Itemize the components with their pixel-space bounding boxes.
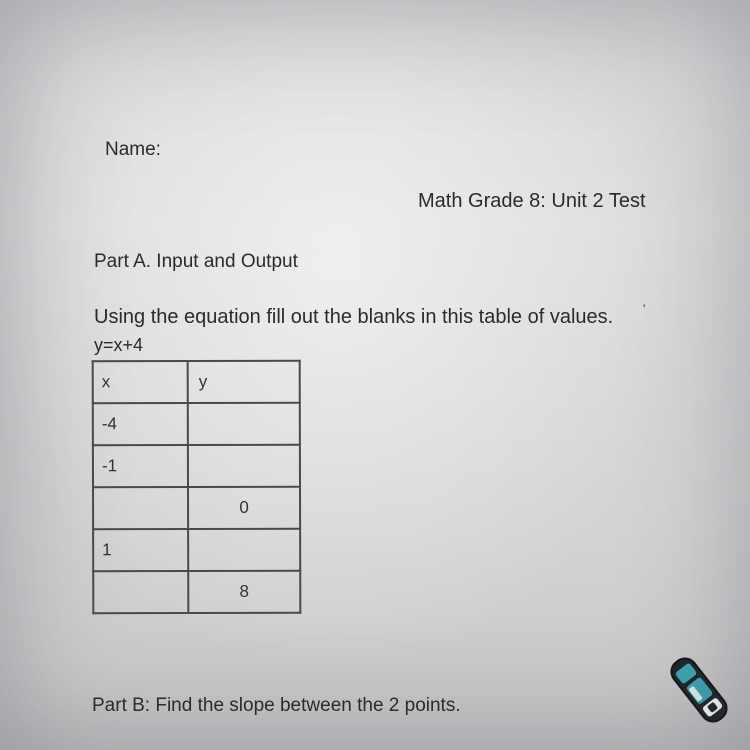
table-row <box>93 571 300 614</box>
part-b-heading: Part B: Find the slope between the 2 points. <box>92 695 461 716</box>
table-header-x: x <box>93 361 188 403</box>
table-cell-y-blank[interactable] <box>188 403 300 445</box>
pencil-icon[interactable] <box>662 650 736 730</box>
part-a-heading: Part A. Input and Output <box>94 251 298 272</box>
table-row <box>93 487 300 530</box>
table-cell-y-blank[interactable] <box>188 445 300 487</box>
test-title: Math Grade 8: Unit 2 Test <box>418 190 646 212</box>
table-cell-x: 1 <box>93 529 188 571</box>
table-cell-y: 8 <box>188 571 300 613</box>
table-cell-x: -1 <box>93 445 188 487</box>
table-row <box>93 403 300 446</box>
table-row <box>93 529 300 572</box>
table-cell-y-blank[interactable] <box>188 529 300 571</box>
instructions-mark: ' <box>643 302 646 316</box>
name-label: Name: <box>105 139 161 160</box>
table-cell-x-blank[interactable] <box>93 571 188 613</box>
table-cell-x: -4 <box>93 403 188 445</box>
values-table <box>92 360 302 615</box>
instructions-text: Using the equation fill out the blanks in this table of values. <box>94 306 614 328</box>
table-cell-y: 0 <box>188 487 300 529</box>
table-row <box>93 445 300 488</box>
table-header-y: y <box>188 361 300 403</box>
equation-text: y=x+4 <box>94 335 144 355</box>
table-header-row <box>93 361 300 404</box>
table-cell-x-blank[interactable] <box>93 487 188 529</box>
